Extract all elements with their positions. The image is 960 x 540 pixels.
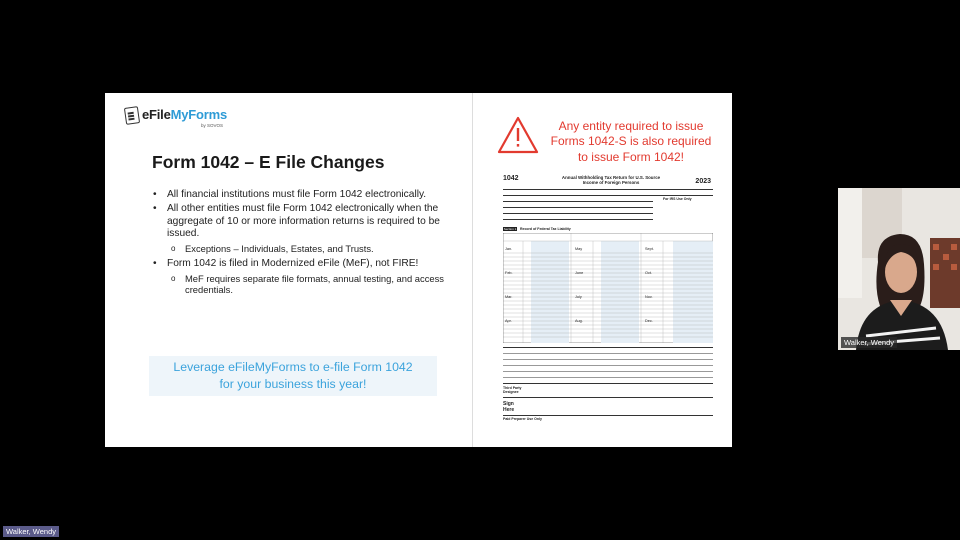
paid-preparer-label: Paid Preparer Use Only: [503, 417, 542, 421]
warning-text: Any entity required to issue Forms 1042-S is also required to issue Form 1042!: [550, 119, 712, 164]
tax-liability-table: [503, 233, 713, 343]
slide-left-panel: [105, 93, 472, 447]
logo-part2: MyForms: [170, 107, 228, 122]
participant-video[interactable]: [838, 188, 960, 350]
month-label: May: [575, 247, 583, 251]
sub-bullet-item: o Exceptions – Individuals, Estates, and Trusts.: [153, 243, 453, 254]
form-title: Annual Withholding Tax Return for U.S. Source Income of Foreign Persons: [561, 175, 661, 185]
month-label: Jan.: [505, 247, 513, 251]
call-to-action-box: [149, 356, 437, 396]
cta-line-2: for your business this year!: [219, 377, 367, 391]
cta-line-1: Leverage eFileMyForms to e-file Form 1042: [173, 360, 413, 374]
bullet-item: • All financial institutions must file Form 1042 electronically.: [153, 189, 453, 201]
bullet-item: • Form 1042 is filed in Modernized eFile (MeF), not FIRE!: [153, 258, 453, 270]
section-title: Record of Federal Tax Liability: [520, 227, 571, 231]
slide-title: Form 1042 – E File Changes: [152, 152, 385, 172]
efilemyforms-logo: [125, 107, 228, 128]
section-label: Section 1: [503, 227, 517, 231]
irs-use-label: For IRS Use Only: [663, 197, 692, 201]
self-view-name-label: Walker, Wendy: [3, 526, 59, 537]
form-number: 1042: [503, 175, 519, 182]
month-label: Aug.: [575, 319, 583, 323]
sign-here-label: Sign Here: [503, 401, 515, 413]
month-label: Sept.: [645, 247, 654, 251]
month-label: Nov.: [645, 295, 653, 299]
month-label: Feb.: [505, 271, 513, 275]
month-label: July: [575, 295, 582, 299]
form-year: 2023: [695, 178, 711, 185]
month-label: Oct.: [645, 271, 652, 275]
warning-triangle-icon: [496, 115, 540, 155]
bullet-item: • All other entities must file Form 1042 electronically when the aggregate of 10 or more information returns is required to be issued.: [153, 203, 453, 240]
sub-bullet-item: o MeF requires separate file formats, annual testing, and access credentials.: [153, 273, 453, 295]
month-label: June: [575, 271, 584, 275]
participant-name-label: Walker, Wendy: [841, 337, 897, 348]
month-label: Mar.: [505, 295, 513, 299]
month-label: Apr.: [505, 319, 512, 323]
presentation-slide: [105, 93, 732, 447]
logo-part1: eFile: [142, 107, 171, 122]
document-icon: [124, 106, 140, 125]
bullet-list: [153, 189, 453, 300]
form-1042-image: [503, 175, 713, 423]
month-label: Dec.: [645, 319, 653, 323]
participant-video-frame: [838, 188, 960, 350]
third-party-label: Third Party Designee: [503, 386, 522, 394]
logo-byline: by SOVOS: [201, 123, 224, 128]
slide-right-panel: [472, 93, 732, 447]
